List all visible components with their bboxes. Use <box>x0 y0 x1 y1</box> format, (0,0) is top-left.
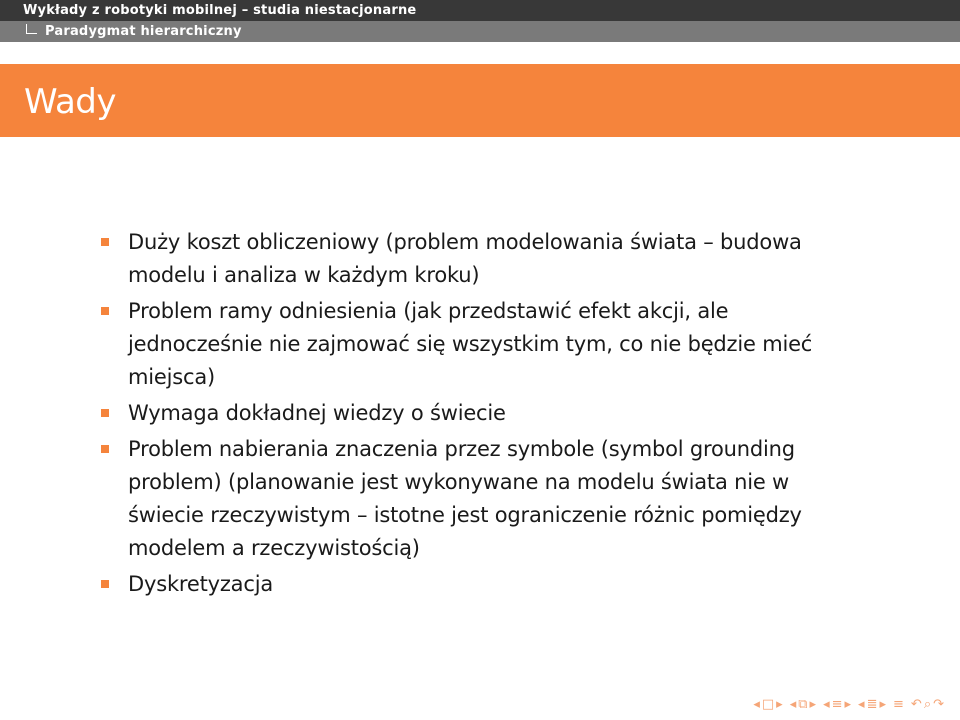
bullet-square-icon <box>101 580 109 588</box>
nav-section-icon[interactable]: ≣ <box>866 696 878 712</box>
nav-prev-frame-icon[interactable]: ◂ <box>789 696 797 712</box>
nav-first-icon[interactable]: □ <box>761 696 775 712</box>
nav-search-icon[interactable]: ⌕ <box>923 696 932 712</box>
course-headline <box>0 0 960 21</box>
nav-frame-icon[interactable]: ⧉ <box>798 696 808 712</box>
nav-subsection-icon[interactable]: ≡ <box>831 696 843 712</box>
list-item <box>101 295 861 394</box>
tree-connector-icon <box>26 24 37 34</box>
frame-title: Wady <box>24 82 116 122</box>
list-item-text: Problem ramy odniesienia (jak przedstawić efekt akcji, ale jednocześnie nie zajmować się wszystkim tym, co nie będzie mieć miejsca) <box>128 299 813 389</box>
nav-next-slide-icon[interactable]: ▸ <box>776 696 783 712</box>
bullet-square-icon <box>101 409 109 417</box>
bullet-list <box>101 226 861 604</box>
course-title: Wykłady z robotyki mobilnej – studia niestacjonarne <box>23 3 417 18</box>
list-item <box>101 397 861 430</box>
beamer-navigation-bar <box>753 696 944 712</box>
list-item-text: Duży koszt obliczeniowy (problem modelowania świata – budowa modelu i analiza w każdym kroku) <box>128 230 802 287</box>
bullet-square-icon <box>101 238 109 246</box>
section-title[interactable]: Paradygmat hierarchiczny <box>45 24 242 39</box>
nav-doc-icon[interactable]: ≡ <box>893 696 904 712</box>
header-spacer <box>0 42 960 64</box>
list-item-text: Wymaga dokładnej wiedzy o świecie <box>128 401 506 425</box>
frame-title-bar <box>0 64 960 137</box>
nav-next-frame-icon[interactable]: ▸ <box>809 696 817 712</box>
list-item <box>101 433 861 565</box>
bullet-square-icon <box>101 307 109 315</box>
nav-back-icon[interactable]: ↶ <box>910 696 922 712</box>
list-item-text: Dyskretyzacja <box>128 572 273 596</box>
nav-prev-section-icon[interactable]: ◂ <box>858 696 865 712</box>
section-headline <box>0 21 960 42</box>
nav-prev-slide-icon[interactable]: ◂ <box>753 696 760 712</box>
list-item-text: Problem nabierania znaczenia przez symbole (symbol grounding problem) (planowanie jest wykonywane na modelu świata nie w świecie rzeczywistym – istotne jest ograniczenie różnic pomiędzy modelem a rzeczywistością) <box>128 437 802 560</box>
nav-prev-subsection-icon[interactable]: ◂ <box>823 696 830 712</box>
nav-forward-icon[interactable]: ↷ <box>933 696 944 712</box>
bullet-square-icon <box>101 445 109 453</box>
nav-next-subsection-icon[interactable]: ▸ <box>844 696 852 712</box>
list-item <box>101 568 861 601</box>
nav-next-section-icon[interactable]: ▸ <box>879 696 886 712</box>
list-item <box>101 226 861 292</box>
